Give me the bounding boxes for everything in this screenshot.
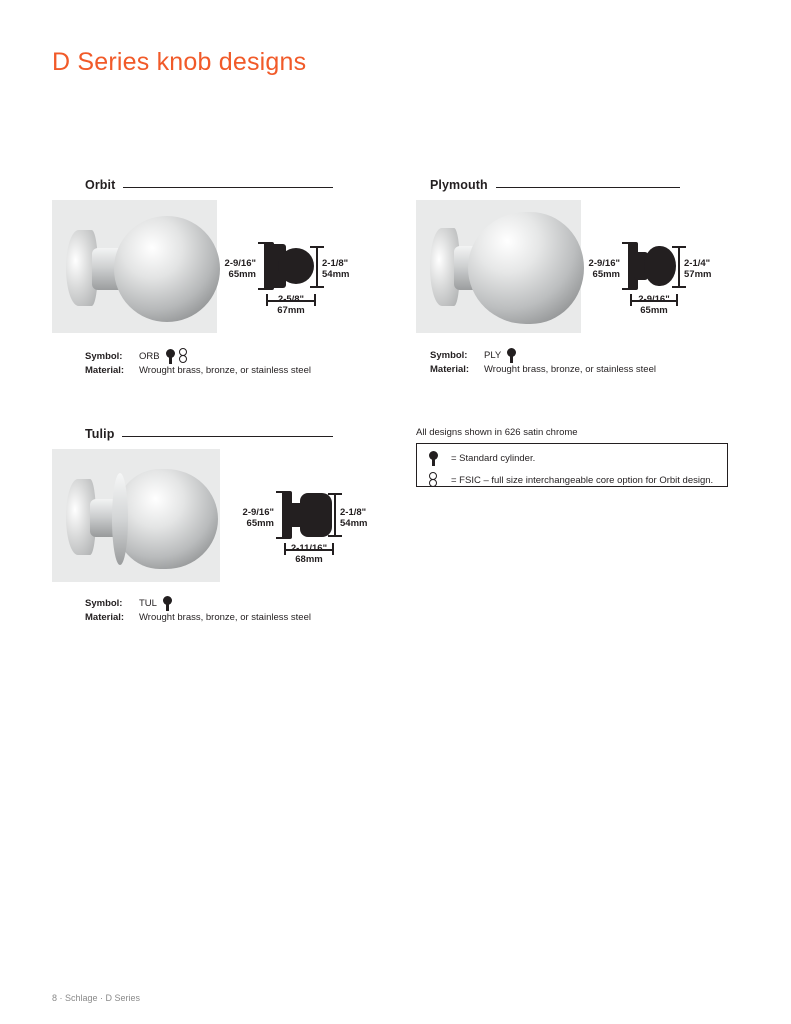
product-name: Orbit (85, 178, 116, 192)
legend-text: = Standard cylinder. (451, 452, 536, 464)
product-plymouth (430, 178, 680, 192)
legend-box (416, 443, 728, 487)
knob-silhouette-ball (644, 246, 676, 286)
product-tulip (85, 427, 333, 441)
header-rule (122, 436, 333, 437)
product-specs-plymouth (430, 348, 750, 376)
dim-depth-plymouth (684, 258, 738, 280)
dim-line (678, 246, 680, 288)
fsic-cylinder-icon (429, 472, 451, 488)
dim-width-in: 2-9/16" (638, 294, 670, 305)
knob-ball-rim (112, 473, 128, 565)
header-rule (123, 187, 333, 188)
standard-cylinder-icon (507, 348, 516, 363)
dim-width-mm: 68mm (295, 554, 323, 565)
spec-material-row (85, 611, 405, 624)
header-rule (496, 187, 680, 188)
dimension-diagram-plymouth (586, 236, 712, 326)
dim-height-in: 2-9/16" (242, 507, 274, 518)
legend-note: All designs shown in 626 satin chrome (416, 427, 578, 438)
material-label: Material: (85, 612, 125, 623)
material-label: Material: (85, 365, 125, 376)
dim-line (334, 493, 336, 537)
product-photo-tulip (52, 449, 220, 582)
symbol-label: Symbol: (85, 350, 123, 362)
dim-depth-orbit (322, 258, 376, 280)
dim-line (282, 491, 284, 539)
dim-height-mm: 65mm (228, 269, 256, 280)
symbol-label: Symbol: (430, 350, 468, 361)
dim-depth-in: 2-1/8" (322, 258, 349, 269)
product-orbit (85, 178, 333, 192)
dim-depth-mm: 54mm (340, 518, 368, 529)
dim-width-mm: 67mm (277, 305, 305, 316)
dim-depth-mm: 57mm (684, 269, 712, 280)
spec-symbol-row (85, 596, 405, 611)
symbol-value: PLY (484, 350, 502, 361)
knob-ball (114, 469, 218, 569)
product-header-plymouth (430, 178, 680, 192)
dim-height-in: 2-9/16" (588, 258, 620, 269)
material-value: Wrought brass, bronze, or stainless steel (139, 365, 311, 376)
legend-text: = FSIC – full size interchangeable core option for Orbit design. (451, 474, 714, 486)
dimension-diagram-tulip (240, 485, 368, 580)
product-specs-orbit (85, 348, 405, 377)
symbol-value: TUL (139, 598, 157, 609)
dim-height-mm: 65mm (592, 269, 620, 280)
material-value: Wrought brass, bronze, or stainless steel (484, 364, 656, 375)
dim-width-orbit (255, 294, 327, 316)
standard-cylinder-icon (429, 451, 451, 466)
legend-row-standard (417, 447, 727, 469)
dim-line (316, 246, 318, 288)
material-label: Material: (430, 364, 470, 375)
material-value: Wrought brass, bronze, or stainless steel (139, 612, 311, 623)
product-header-orbit (85, 178, 333, 192)
fsic-cylinder-icon (179, 348, 189, 364)
dimension-diagram-orbit (222, 236, 350, 326)
page-footer: 8 · Schlage · D Series (52, 993, 141, 1003)
dim-width-plymouth (617, 294, 691, 316)
dim-height-in: 2-9/16" (224, 258, 256, 269)
dim-height-tulip (210, 507, 274, 529)
symbol-value: ORB (139, 350, 160, 362)
knob-illustration-tulip (52, 449, 220, 582)
dim-line (264, 242, 266, 290)
dim-line (628, 242, 630, 290)
symbol-label: Symbol: (85, 598, 123, 609)
dim-depth-in: 2-1/8" (340, 507, 367, 518)
spec-symbol-row (430, 348, 750, 363)
dim-width-mm: 65mm (640, 305, 668, 316)
knob-silhouette-rose (266, 242, 274, 290)
dim-height-plymouth (556, 258, 620, 280)
spec-material-row (85, 364, 405, 377)
knob-silhouette-ball (278, 248, 314, 284)
standard-cylinder-icon (163, 596, 172, 611)
dim-depth-in: 2-1/4" (684, 258, 711, 269)
dim-height-orbit (192, 258, 256, 280)
legend-row-fsic (417, 469, 727, 491)
product-name: Plymouth (430, 178, 488, 192)
product-header-tulip (85, 427, 333, 441)
page-title: D Series knob designs (52, 48, 307, 76)
dim-height-mm: 65mm (246, 518, 274, 529)
product-name: Tulip (85, 427, 115, 441)
dim-width-tulip (269, 543, 349, 565)
spec-material-row (430, 363, 750, 376)
product-specs-tulip (85, 596, 405, 624)
knob-silhouette-ball (300, 493, 332, 537)
dim-depth-mm: 54mm (322, 269, 350, 280)
dim-width-in: 2-11/16" (290, 543, 328, 554)
spec-symbol-row (85, 348, 405, 364)
standard-cylinder-icon (166, 349, 175, 364)
dim-width-in: 2-5/8" (277, 294, 305, 305)
dim-depth-tulip (340, 507, 394, 529)
